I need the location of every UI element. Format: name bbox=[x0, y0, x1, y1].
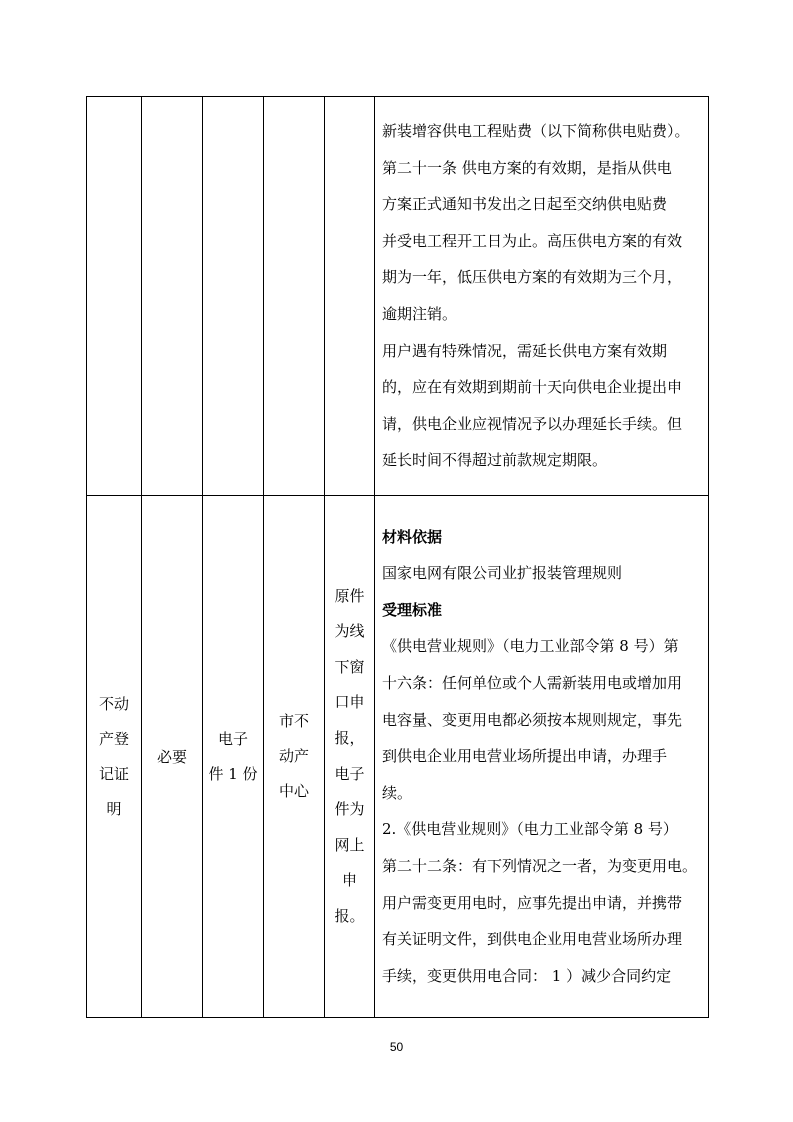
source-cell bbox=[264, 496, 325, 1018]
material-name-line: 不动 bbox=[98, 694, 129, 713]
table-row bbox=[87, 496, 709, 1018]
paragraph-line: 有关证明文件，到供电企业用电营业场所办理 bbox=[382, 930, 683, 949]
material-name-line: 记证 bbox=[98, 764, 129, 783]
submission-cell bbox=[325, 496, 375, 1018]
source-line: 市不 bbox=[278, 712, 309, 730]
paragraph-line: 续。 bbox=[382, 783, 413, 802]
submission-line: 电子 bbox=[334, 764, 365, 783]
description-cell bbox=[375, 97, 709, 496]
material-name-text bbox=[99, 687, 129, 827]
paragraph-line: 并受电工程开工日为止。高压供电方案的有效 bbox=[382, 231, 683, 250]
submission-line: 网上 bbox=[334, 835, 365, 854]
copies-cell bbox=[203, 496, 264, 1018]
submission-text bbox=[334, 579, 364, 935]
paragraph-line: 2.《供电营业规则》（电力工业部令第 8 号） bbox=[382, 820, 678, 839]
paragraph-line: 新装增容供电工程贴费（以下简称供电贴费）。 bbox=[382, 122, 690, 141]
source-cell bbox=[264, 97, 325, 496]
table-row bbox=[87, 97, 709, 496]
necessity-cell bbox=[142, 97, 203, 496]
submission-line: 口申 bbox=[334, 693, 365, 712]
paragraph-line: 方案正式通知书发出之日起至交纳供电贴费 bbox=[382, 195, 668, 214]
submission-line: 报。 bbox=[334, 906, 365, 925]
paragraph-line: 《供电营业规则》（电力工业部令第 8 号）第 bbox=[382, 637, 679, 656]
submission-line: 原件 bbox=[334, 586, 365, 605]
copies-cell bbox=[203, 97, 264, 496]
description-text bbox=[375, 113, 708, 479]
submission-line: 为线 bbox=[334, 622, 365, 641]
paragraph-line: 用户需变更用电时，应事先提出申请，并携带 bbox=[382, 893, 683, 912]
description-cell bbox=[375, 496, 709, 1018]
paragraph-line: 逾期注销。 bbox=[382, 305, 458, 323]
material-name-line: 明 bbox=[106, 799, 122, 818]
paragraph-line: 延长时间不得超过前款规定期限。 bbox=[382, 451, 608, 470]
submission-line: 下窗 bbox=[334, 657, 365, 676]
paragraph-line: 第二十二条：有下列情况之一者，为变更用电。 bbox=[382, 856, 698, 875]
material-name-cell bbox=[87, 97, 142, 496]
paragraph-line: 的，应在有效期到期前十天向供电企业提出申 bbox=[382, 378, 683, 397]
paragraph-line: 第二十一条 供电方案的有效期，是指从供电 bbox=[382, 158, 672, 177]
source-line: 中心 bbox=[278, 782, 309, 800]
description-text bbox=[375, 519, 708, 995]
paragraph-line: 国家电网有限公司业扩报装管理规则 bbox=[382, 564, 623, 583]
paragraph-line: 电容量、变更用电都必须按本规则规定，事先 bbox=[382, 710, 683, 729]
source-text bbox=[279, 704, 309, 809]
material-name-line: 产登 bbox=[98, 729, 129, 748]
document-table bbox=[86, 96, 709, 1018]
source-line: 动产 bbox=[278, 747, 309, 765]
submission-line: 件为 bbox=[334, 800, 365, 819]
material-name-cell bbox=[87, 496, 142, 1018]
paragraph-line: 请，供电企业应视情况予以办理延长手续。但 bbox=[382, 414, 683, 433]
copies-line: 件 1 份 bbox=[208, 764, 258, 783]
copies-text bbox=[208, 722, 257, 792]
paragraph-line: 手续，变更供用电合同： 1 ）减少合同约定 bbox=[382, 966, 672, 985]
paragraph-line: 到供电企业用电营业场所提出申请，办理手 bbox=[382, 747, 668, 766]
submission-cell bbox=[325, 97, 375, 496]
paragraph-line: 十六条：任何单位或个人需新装用电或增加用 bbox=[382, 674, 683, 693]
necessity-text: 必要 bbox=[156, 748, 187, 766]
section-heading: 受理标准 bbox=[382, 600, 443, 619]
paragraph-line: 用户遇有特殊情况，需延长供电方案有效期 bbox=[382, 341, 668, 360]
submission-line: 报， bbox=[334, 728, 365, 747]
paragraph-line: 期为一年，低压供电方案的有效期为三个月， bbox=[382, 268, 683, 287]
page-number: 50 bbox=[389, 1040, 404, 1054]
section-heading: 材料依据 bbox=[382, 527, 443, 546]
necessity-cell bbox=[142, 496, 203, 1018]
submission-line: 申 bbox=[341, 871, 357, 890]
copies-line: 电子 bbox=[217, 729, 248, 748]
